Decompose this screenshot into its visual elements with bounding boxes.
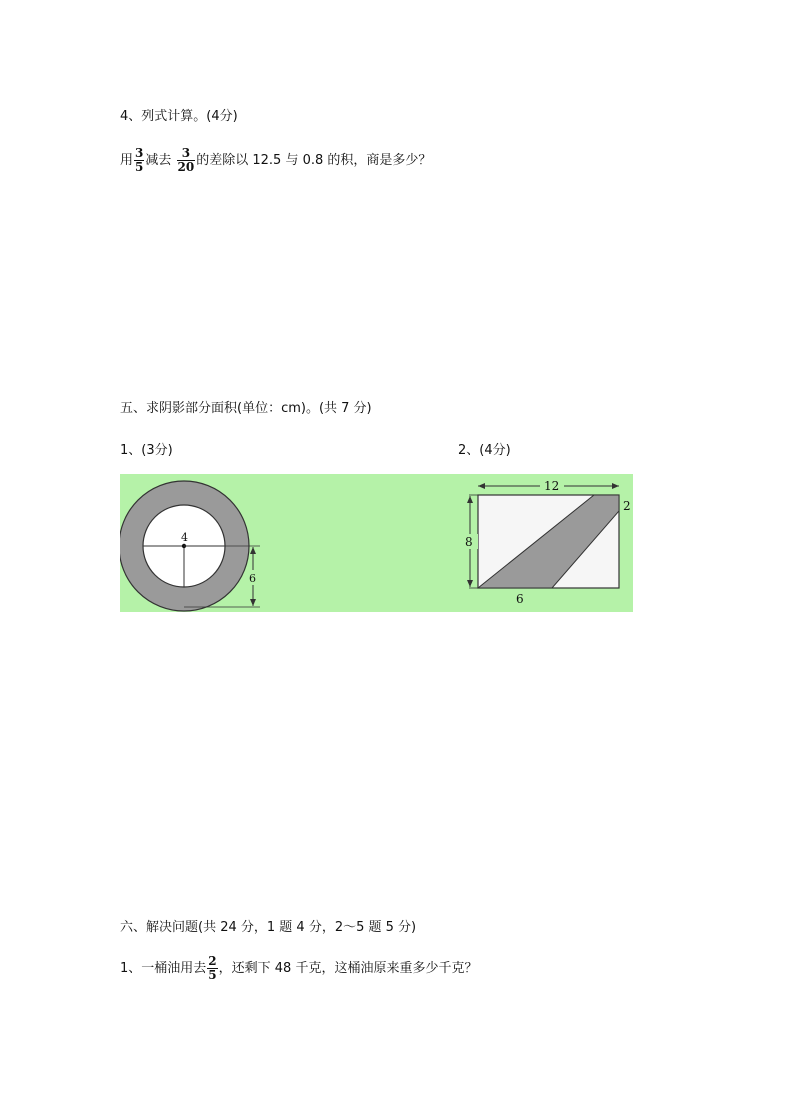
arrow-down-icon [250,599,256,606]
section5-heading: 五、求阴影部分面积(单位：cm)。(共 7 分) [120,401,372,416]
arrow-left-icon [478,483,485,489]
figures-svg [120,474,633,612]
arrow-right-icon [612,483,619,489]
q4-suffix: 的差除以 12.5 与 0.8 的积，商是多少？ [196,153,432,168]
ring-figure [120,481,260,611]
section6-q1 [120,950,477,988]
bottom-label: 6 [516,592,524,606]
top-label: 12 [544,479,560,493]
left-label: 8 [465,535,473,549]
q1-prefix: 1、一桶油用去 [120,961,207,976]
fraction-numerator: 2 [208,954,217,968]
rectangle-figure [462,478,631,606]
fraction-denominator: 20 [177,160,195,174]
fraction-denominator: 5 [135,160,144,174]
arrow-up-icon [250,547,256,554]
arrow-down-icon [467,580,473,587]
fraction-numerator: 3 [181,146,191,160]
fraction-2-5 [207,955,217,982]
q4-prefix: 用 [120,153,134,168]
fraction-3-5 [134,147,144,174]
section5-sub1: 1、(3分) [120,443,173,458]
fraction-denominator: 5 [208,968,217,982]
fraction-3-20 [177,147,196,174]
section5-sub2: 2、(4分) [458,443,511,458]
q4-heading: 4、列式计算。(4分) [120,109,238,124]
right-label: 2 [623,499,631,513]
q1-suffix: ，还剩下 48 千克，这桶油原来重多少千克？ [218,961,478,976]
section6-heading: 六、解决问题(共 24 分，1 题 4 分，2～5 题 5 分) [120,920,417,935]
figure-panel [120,474,633,612]
fraction-numerator: 3 [135,146,144,160]
arrow-up-icon [467,496,473,503]
q4-problem [120,142,431,180]
height-label: 6 [249,572,256,585]
q4-mid: 减去 [145,153,172,168]
diameter-label: 4 [181,531,188,544]
